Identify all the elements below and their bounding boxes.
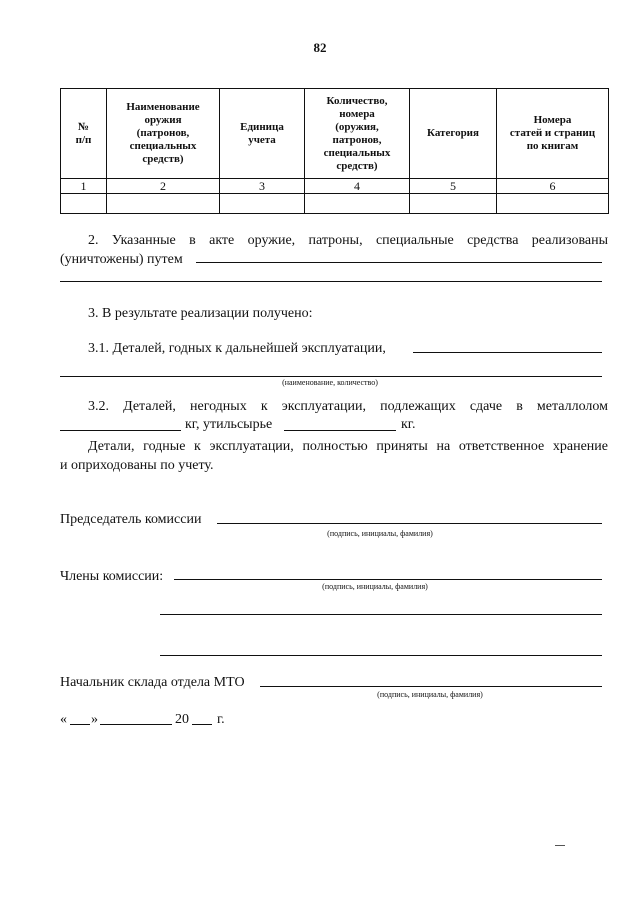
date-year-prefix: 20	[175, 712, 189, 727]
method-field[interactable]	[196, 262, 602, 263]
table-cell[interactable]	[410, 194, 497, 214]
page-number: 82	[313, 40, 327, 55]
item32-line1: 3.2. Деталей, негодных к эксплуатации, подлежащих сдаче в металлолом	[88, 399, 608, 414]
members-label: Члены комиссии:	[60, 569, 164, 584]
section2-line2: (уничтожены) путем	[60, 252, 183, 267]
table-cell[interactable]	[305, 194, 410, 214]
accepted-line2: и оприходованы по учету.	[60, 458, 214, 473]
table-cell[interactable]	[107, 194, 220, 214]
scan-mark	[555, 845, 565, 846]
item32-kg-label: кг, утильсырье	[185, 417, 273, 432]
warehouse-head-signature-field[interactable]	[260, 686, 602, 687]
table-cell[interactable]	[497, 194, 609, 214]
date-close-quote: »	[91, 712, 98, 727]
warehouse-head-label: Начальник склада отдела МТО	[60, 675, 245, 690]
header-cell: Единица учета	[220, 89, 305, 179]
item32-kg-end: кг.	[401, 417, 416, 432]
members-caption: (подпись, инициалы, фамилия)	[322, 582, 428, 591]
table-header-row	[61, 89, 609, 179]
item31-field[interactable]	[413, 352, 602, 353]
header-cell: Наименование оружия (патронов, специальных средств)	[107, 89, 220, 179]
date-year-suffix: г.	[217, 712, 225, 727]
header-cell: Категория	[410, 89, 497, 179]
column-number: 6	[497, 179, 609, 194]
item31-label: 3.1. Деталей, годных к дальнейшей эксплуатации,	[88, 341, 386, 356]
column-number: 3	[220, 179, 305, 194]
date-open-quote: «	[60, 712, 67, 727]
warehouse-head-caption: (подпись, инициалы, фамилия)	[377, 690, 483, 699]
section3-title: 3. В результате реализации получено:	[88, 306, 313, 321]
date-month-field[interactable]	[100, 724, 172, 725]
table-number-row	[61, 179, 609, 194]
member1-signature-field[interactable]	[174, 579, 602, 580]
section2-line1: 2. Указанные в акте оружие, патроны, специальные средства реализованы	[88, 233, 608, 248]
table-row	[61, 194, 609, 214]
table-cell[interactable]	[61, 194, 107, 214]
column-number: 4	[305, 179, 410, 194]
table-cell[interactable]	[220, 194, 305, 214]
scrap-metal-kg-field[interactable]	[60, 430, 181, 431]
header-cell: Номера статей и страниц по книгам	[497, 89, 609, 179]
header-cell: Количество, номера (оружия, патронов, специальных средств)	[305, 89, 410, 179]
chairman-signature-field[interactable]	[217, 523, 602, 524]
chairman-caption: (подпись, инициалы, фамилия)	[327, 529, 433, 538]
member2-signature-field[interactable]	[160, 614, 602, 615]
weapons-table	[60, 88, 609, 214]
accepted-line1: Детали, годные к эксплуатации, полностью приняты на ответственное хранение	[88, 439, 608, 454]
member3-signature-field[interactable]	[160, 655, 602, 656]
column-number: 1	[61, 179, 107, 194]
item31-field-continuation[interactable]	[60, 376, 602, 377]
chairman-label: Председатель комиссии	[60, 512, 202, 527]
date-year-field[interactable]	[192, 724, 212, 725]
header-cell: № п/п	[61, 89, 107, 179]
column-number: 5	[410, 179, 497, 194]
recyclables-kg-field[interactable]	[284, 430, 396, 431]
item31-caption: (наименование, количество)	[282, 378, 378, 387]
date-day-field[interactable]	[70, 724, 90, 725]
method-field-continuation[interactable]	[60, 281, 602, 282]
column-number: 2	[107, 179, 220, 194]
